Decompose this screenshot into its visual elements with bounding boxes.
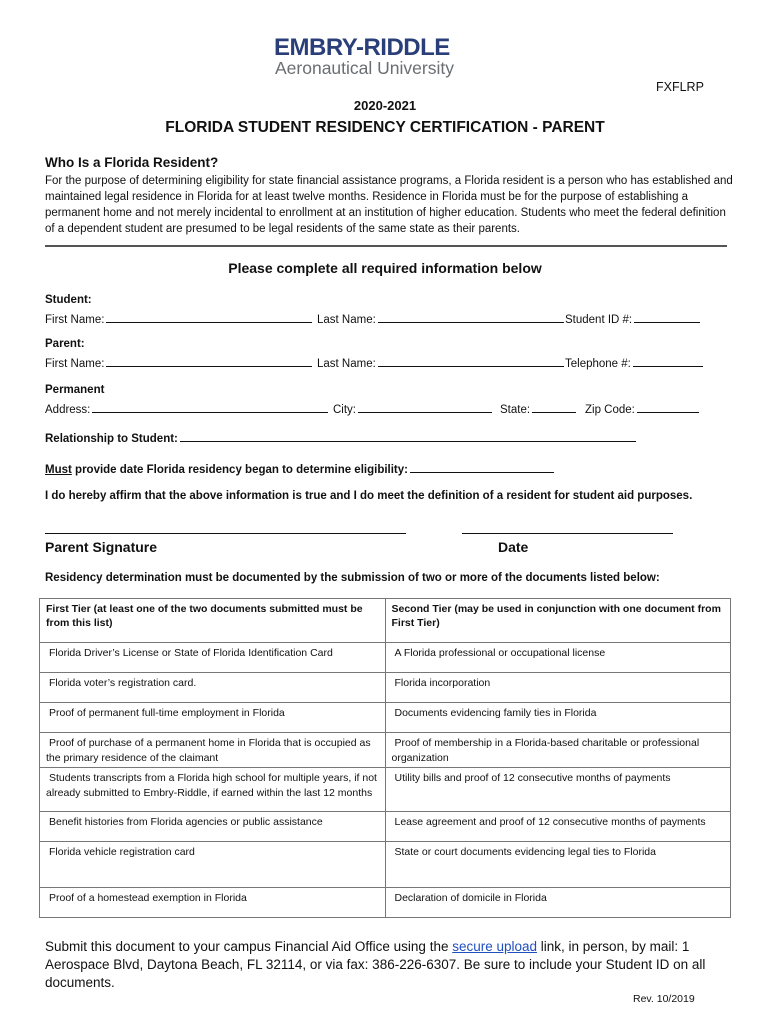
permanent-heading: Permanent	[45, 384, 105, 396]
submit-text-before: Submit this document to your campus Financial Aid Office using the	[45, 939, 453, 954]
intro-paragraph: For the purpose of determining eligibility for state financial assistance programs, a Florida resident is a person who has established and maintained legal residence in Florida for at least twelve months. Residence in Florida must be for the purpose of establishing a permanent home and not merely incidental to enrollment at an institution of higher education. Students who meet the federal definition of a dependent student are presumed to be legal residents of the same state as their parents.	[45, 175, 733, 235]
second-tier-item	[385, 673, 731, 703]
city-row	[333, 401, 492, 416]
second-tier-item	[385, 643, 731, 673]
relationship-label: Relationship to Student:	[45, 433, 178, 445]
zip-field[interactable]	[637, 401, 699, 413]
residency-date-label: provide date Florida residency began to determine eligibility:	[75, 464, 408, 476]
first-name-label: First Name:	[45, 358, 105, 370]
parent-first-name-field[interactable]	[106, 355, 312, 367]
second-tier-item	[385, 812, 731, 842]
document-label: Proof of purchase of a permanent home in Florida that is occupied as the primary residence of the claimant	[46, 737, 371, 764]
first-tier-item	[40, 643, 386, 673]
secure-upload-link[interactable]: secure upload	[452, 939, 538, 954]
document-label: Florida incorporation	[394, 677, 491, 689]
first-tier-item	[40, 888, 386, 918]
zip-label: Zip Code:	[585, 404, 635, 416]
document-label: Florida Driver’s License or State of Florida Identification Card	[49, 647, 333, 659]
document-label: A Florida professional or occupational license	[394, 647, 606, 659]
parent-signature-label: Parent Signature	[45, 539, 158, 555]
document-label: Declaration of domicile in Florida	[394, 892, 547, 904]
residency-date-field[interactable]	[410, 461, 554, 473]
address-row	[45, 401, 328, 416]
documents-table	[39, 598, 731, 918]
student-first-name-row	[45, 311, 312, 326]
zip-row	[585, 401, 699, 416]
last-name-label: Last Name:	[317, 358, 376, 370]
city-label: City:	[333, 404, 356, 416]
first-name-label: First Name:	[45, 314, 105, 326]
residency-date-row	[45, 461, 554, 476]
page-title: FLORIDA STUDENT RESIDENCY CERTIFICATION - PARENT	[165, 119, 605, 136]
student-last-name-row	[317, 311, 564, 326]
table-row	[40, 842, 731, 888]
parent-last-name-row	[317, 355, 564, 370]
second-tier-item	[385, 888, 731, 918]
second-tier-item	[385, 733, 731, 768]
parent-heading: Parent:	[45, 338, 85, 350]
address-label: Address:	[45, 404, 91, 416]
first-tier-item	[40, 703, 386, 733]
document-label: Documents evidencing family ties in Florida	[394, 707, 597, 719]
student-last-name-field[interactable]	[378, 311, 564, 323]
table-row	[40, 703, 731, 733]
relationship-row	[45, 430, 636, 445]
section-divider	[45, 245, 727, 247]
state-row	[500, 401, 576, 416]
university-logo-subtitle: Aeronautical University	[275, 58, 454, 78]
form-instruction: Please complete all required information below	[228, 260, 542, 276]
first-tier-item	[40, 733, 386, 768]
telephone-field[interactable]	[633, 355, 703, 367]
student-id-field[interactable]	[634, 311, 700, 323]
parent-last-name-field[interactable]	[378, 355, 564, 367]
submission-instructions	[45, 938, 735, 992]
table-row	[40, 888, 731, 918]
table-row	[40, 643, 731, 673]
documents-intro: Residency determination must be documented by the submission of two or more of the documents listed below:	[45, 572, 660, 584]
document-label: Florida voter’s registration card.	[49, 677, 197, 689]
second-tier-item	[385, 768, 731, 812]
document-label: Lease agreement and proof of 12 consecutive months of payments	[394, 816, 706, 828]
signature-date-field[interactable]	[462, 533, 673, 534]
last-name-label: Last Name:	[317, 314, 376, 326]
parent-signature-field[interactable]	[45, 533, 406, 534]
document-label: Students transcripts from a Florida high school for multiple years, if not already submitted to Embry-Riddle, if earned within the last 12 months	[46, 772, 377, 799]
table-row	[40, 768, 731, 812]
state-label: State:	[500, 404, 531, 416]
document-label: Proof of membership in a Florida-based charitable or professional organization	[391, 737, 700, 764]
city-field[interactable]	[358, 401, 492, 413]
second-tier-item	[385, 842, 731, 888]
student-id-row	[565, 311, 700, 326]
document-label: Proof of permanent full-time employment in Florida	[49, 707, 285, 719]
table-row	[40, 733, 731, 768]
award-year: 2020-2021	[353, 98, 417, 113]
telephone-row	[565, 355, 703, 370]
date-label: Date	[498, 539, 529, 555]
document-label: Utility bills and proof of 12 consecutive months of payments	[394, 772, 671, 784]
first-tier-item	[40, 768, 386, 812]
address-field[interactable]	[92, 401, 328, 413]
second-tier-header: Second Tier (may be used in conjunction with one document from First Tier)	[385, 599, 731, 643]
first-tier-header: First Tier (at least one of the two documents submitted must be from this list)	[40, 599, 386, 643]
university-logo: EMBRY-RIDDLE	[274, 34, 450, 61]
table-row	[40, 812, 731, 842]
document-label: State or court documents evidencing legal ties to Florida	[394, 846, 656, 858]
submit-text-after: link, in person, by mail: 1 Aerospace Blvd, Daytona Beach, FL 32114, or via fax: 386-226-6307. Be sure to include your Student ID on all documents.	[45, 939, 706, 990]
telephone-label: Telephone #:	[565, 358, 631, 370]
student-id-label: Student ID #:	[565, 314, 633, 326]
student-first-name-field[interactable]	[106, 311, 312, 323]
student-heading: Student:	[45, 294, 92, 306]
document-label: Florida vehicle registration card	[49, 846, 195, 858]
second-tier-item	[385, 703, 731, 733]
intro-heading: Who Is a Florida Resident?	[45, 155, 219, 170]
form-code: FXFLRP	[656, 80, 704, 94]
table-header-row	[40, 599, 731, 643]
document-label: Benefit histories from Florida agencies or public assistance	[49, 816, 323, 828]
must-emphasis: Must	[45, 464, 72, 476]
first-tier-item	[40, 673, 386, 703]
parent-first-name-row	[45, 355, 312, 370]
revision-date: Rev. 10/2019	[633, 993, 695, 1005]
state-field[interactable]	[532, 401, 576, 413]
first-tier-item	[40, 842, 386, 888]
affirmation-statement: I do hereby affirm that the above information is true and I do meet the definition of a resident for student aid purposes.	[45, 490, 693, 502]
relationship-field[interactable]	[180, 430, 636, 442]
first-tier-item	[40, 812, 386, 842]
document-label: Proof of a homestead exemption in Florida	[49, 892, 247, 904]
table-row	[40, 673, 731, 703]
